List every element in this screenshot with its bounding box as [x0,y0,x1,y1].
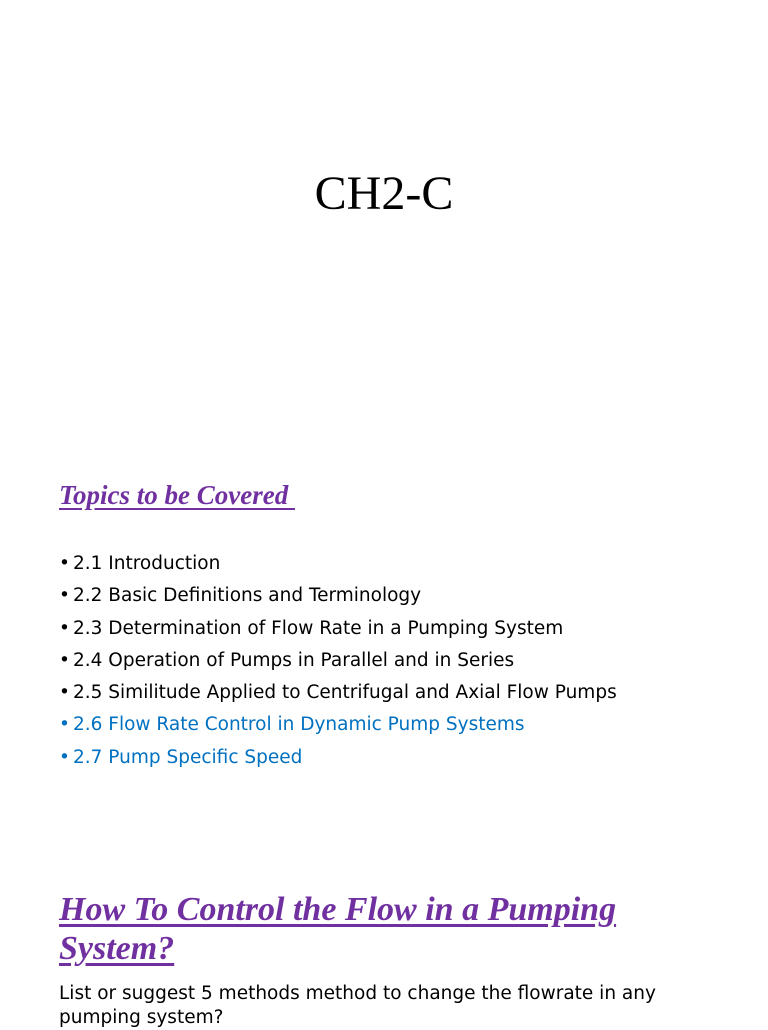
bullet-icon: • [59,649,70,671]
bullet-icon: • [59,617,70,639]
topic-item: • 2.4 Operation of Pumps in Parallel and in Series [59,645,617,677]
topic-item: • 2.5 Similitude Applied to Centrifugal and Axial Flow Pumps [59,677,617,709]
topic-item: • 2.6 Flow Rate Control in Dynamic Pump Systems [59,709,617,741]
topic-list [59,548,617,774]
topic-item: • 2.7 Pump Specific Speed [59,742,617,774]
slide-title: CH2-C [314,167,454,220]
topic-item: • 2.1 Introduction [59,548,617,580]
topic-item: • 2.3 Determination of Flow Rate in a Pumping System [59,613,617,645]
question-heading: How To Control the Flow in a Pumping System? [59,891,617,967]
topics-heading: Topics to be Covered [59,480,295,510]
topic-item: • 2.2 Basic Definitions and Terminology [59,580,617,612]
bullet-icon: • [59,682,70,704]
bullet-icon: • [59,746,70,768]
bullet-icon: • [59,553,70,574]
bullet-icon: • [59,585,70,607]
question-body: List or suggest 5 methods method to change the flowrate in any pumping system? [59,983,656,1028]
bullet-icon: • [59,714,70,736]
